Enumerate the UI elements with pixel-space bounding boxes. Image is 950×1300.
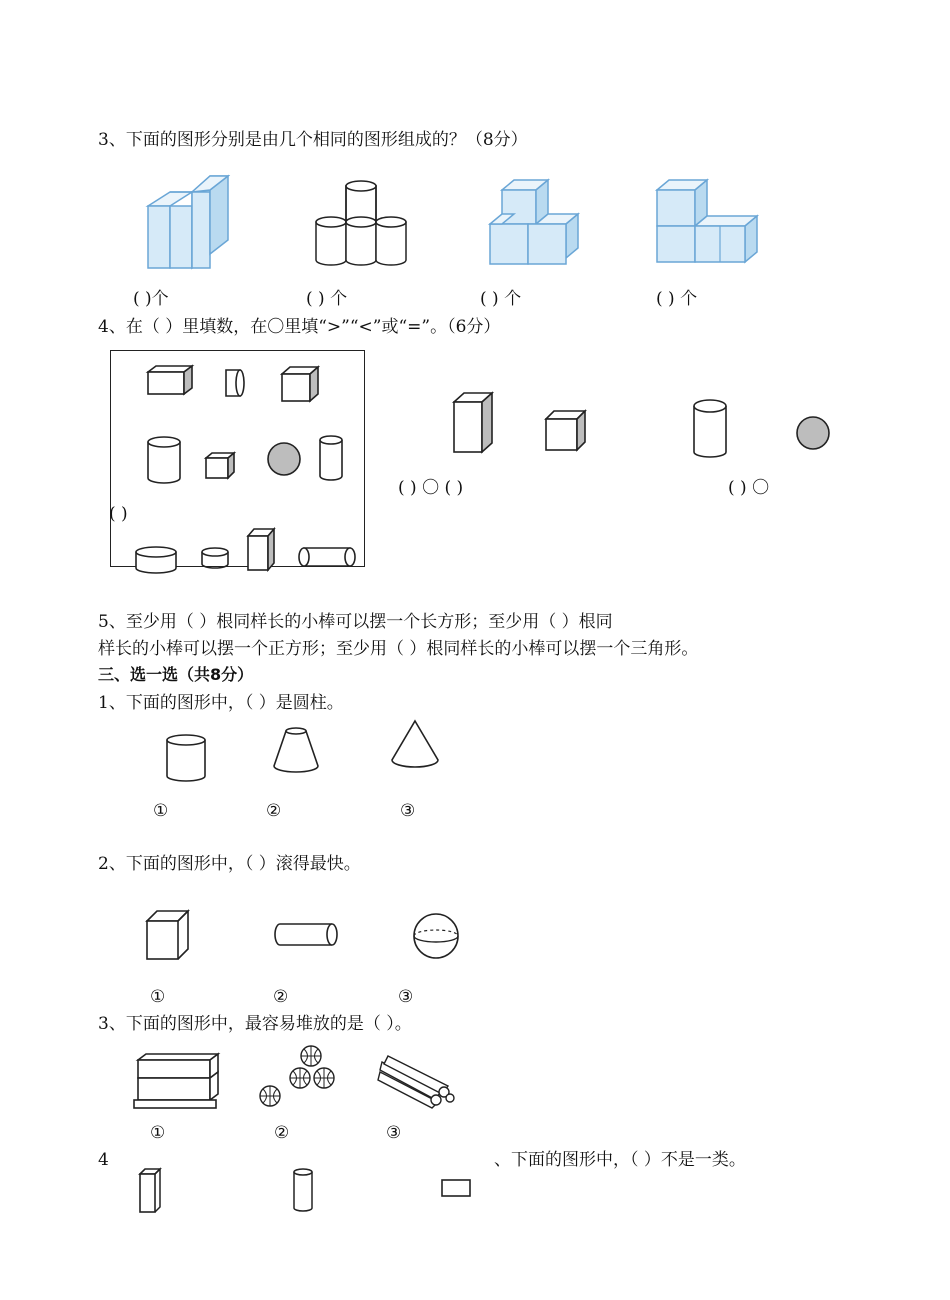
s4-number: 4: [98, 1150, 109, 1170]
figure-cuboid-stack: [140, 170, 240, 275]
q3-answer-1[interactable]: ( )个: [133, 289, 169, 309]
s3-text: 3、下面的图形中，最容易堆放的是（ ）。: [98, 1014, 412, 1034]
s2-text: 2、下面的图形中，（ ）滚得最快。: [98, 854, 361, 874]
q4-blank-b[interactable]: ( ) 〇: [728, 478, 770, 498]
s1-option-3[interactable]: ③: [400, 801, 416, 821]
s2-sphere: [410, 910, 462, 962]
s3-pipes: [378, 1052, 458, 1108]
section3-heading: 三、选一选（共8分）: [98, 665, 254, 684]
q3-title: 3、下面的图形分别是由几个相同的图形组成的？（8分）: [98, 130, 528, 150]
figure-cube-stack-b: [655, 178, 765, 273]
figure-cube-stack-a: [488, 178, 588, 273]
s1-option-1[interactable]: ①: [153, 801, 169, 821]
figure-cylinder-stack: [312, 180, 412, 265]
s1-cylinder: [163, 733, 209, 783]
s2-option-3[interactable]: ③: [398, 987, 414, 1007]
q4-cube: [543, 408, 593, 454]
shapes-collection: [110, 350, 370, 580]
s3-balls: [256, 1044, 342, 1110]
s4-text: 、下面的图形中，（ ）不是一类。: [494, 1150, 746, 1170]
q4-sphere: [794, 414, 832, 452]
s1-option-2[interactable]: ②: [266, 801, 282, 821]
s3-boxes: [132, 1052, 224, 1112]
q4-blank-a[interactable]: ( ) 〇 ( ): [398, 478, 464, 498]
q3-answer-2[interactable]: ( ) 个: [306, 289, 348, 309]
q5-line-1: 5、至少用（ ）根同样长的小棒可以摆一个长方形；至少用（ ）根同: [98, 612, 613, 632]
s2-cylinder-lying: [274, 920, 340, 950]
q4-blank-c[interactable]: ( ): [109, 504, 128, 524]
q3-answer-3[interactable]: ( ) 个: [480, 289, 522, 309]
s1-cone: [388, 718, 442, 772]
q5-line-2: 样长的小棒可以摆一个正方形；至少用（ ）根同样长的小棒可以摆一个三角形。: [98, 639, 699, 659]
s4-rectangle: [438, 1176, 474, 1200]
s4-cuboid: [136, 1166, 166, 1216]
s2-cube: [144, 908, 194, 962]
q3-answer-4[interactable]: ( ) 个: [656, 289, 698, 309]
s3-option-1[interactable]: ①: [150, 1123, 166, 1143]
q4-cylinder: [690, 396, 730, 460]
s4-cylinder: [290, 1166, 316, 1214]
s2-option-1[interactable]: ①: [150, 987, 166, 1007]
s3-option-3[interactable]: ③: [386, 1123, 402, 1143]
q4-tall-cuboid: [450, 390, 500, 456]
s3-option-2[interactable]: ②: [274, 1123, 290, 1143]
s2-option-2[interactable]: ②: [273, 987, 289, 1007]
q4-title: 4、在（ ）里填数，在〇里填“>”“<”或“=”。（6分）: [98, 317, 501, 337]
s1-frustum: [268, 726, 324, 776]
s1-text: 1、下面的图形中，（ ）是圆柱。: [98, 693, 344, 713]
